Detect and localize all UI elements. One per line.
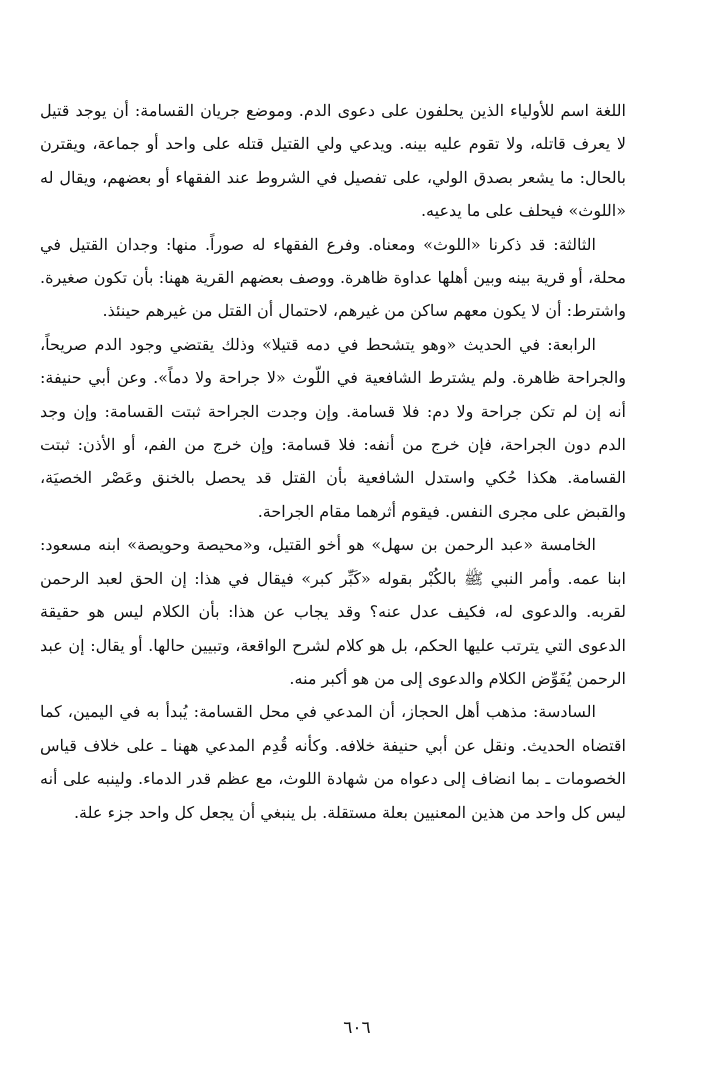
body-text [40, 94, 626, 829]
paragraph-third: الثالثة: قد ذكرنا «اللوث» ومعناه. وفرع الفقهاء له صوراً. منها: وجدان القتيل في محلة، أو قرية بينه وبين أهلها عداوة ظاهرة. ووصف بعضهم القرية ههنا: بأن تكون صغيرة. واشترط: أن لا يكون معهم ساكن من غيرهم، لاحتمال أن القتل من غيرهم حينئذ. [40, 234, 626, 321]
paragraph-continuation: اللغة اسم للأولياء الذين يحلفون على دعوى الدم. وموضع جريان القسامة: أن يوجد قتيل لا يعرف قاتله، ولا تقوم عليه بينه. ويدعي ولي القتيل قتله على واحد أو جماعة، ويقترن بالحال: ما يشعر بصدق الولي، على تفصيل في الشروط عند الفقهاء أو بعضهم، ويقال له «اللوث» فيحلف على ما يدعيه. [40, 101, 626, 221]
paragraph-fourth: الرابعة: في الحديث «وهو يتشحط في دمه قتيلا» وذلك يقتضي وجود الدم صريحاً، والجراحة ظاهرة. ولم يشترط الشافعية في اللّوث «لا جراحة ولا دماً». وعن أبي حنيفة: أنه إن لم تكن جراحة ولا دم: فلا قسامة. وإن وجدت الجراحة ثبتت القسامة: وإن وجد الدم دون الجراحة، فإن خرج من أنفه: فلا قسامة: وإن خرج من الفم، أو الأذن: ثبتت القسامة. هكذا حُكي واستدل الشافعية بأن القتل قد يحصل بالخنق وعَصْر الخصيَة، والقبض على مجرى النفس. فيقوم أثرهما مقام الجراحة. [40, 334, 626, 521]
paragraph-fifth: الخامسة «عبد الرحمن بن سهل» هو أخو القتيل، و«محيصة وحويصة» ابنه مسعود: ابنا عمه. وأمر النبي ﷺ بالكُبْر بقوله «كَبِّر كبر» فيقال في هذا: إن الحق لعبد الرحمن لقربه. والدعوى له، فكيف عدل عنه؟ وقد يجاب عن هذا: بأن الكلام ليس هو حقيقة الدعوى التي يترتب عليها الحكم، بل هو كلام لشرح الواقعة، وتبيين حالها. أو يقال: إن عبد الرحمن يُفَوِّض الكلام والدعوى إلى من هو أكبر منه. [40, 535, 626, 688]
page-number: ٦٠٦ [343, 1018, 371, 1038]
paragraph-sixth: السادسة: مذهب أهل الحجاز، أن المدعي في محل القسامة: يُبدأ به في اليمين، كما اقتضاه الحديث. ونقل عن أبي حنيفة خلافه. وكأنه قُدِم المدعي ههنا ـ على خلاف قياس الخصومات ـ بما انضاف إلى دعواه من شهادة اللوث، مع عظم قدر الدماء. ولينبه على أنه ليس كل واحد من هذين المعنيين بعلة مستقلة. بل ينبغي أن يجعل كل واحد جزء علة. [40, 702, 627, 822]
